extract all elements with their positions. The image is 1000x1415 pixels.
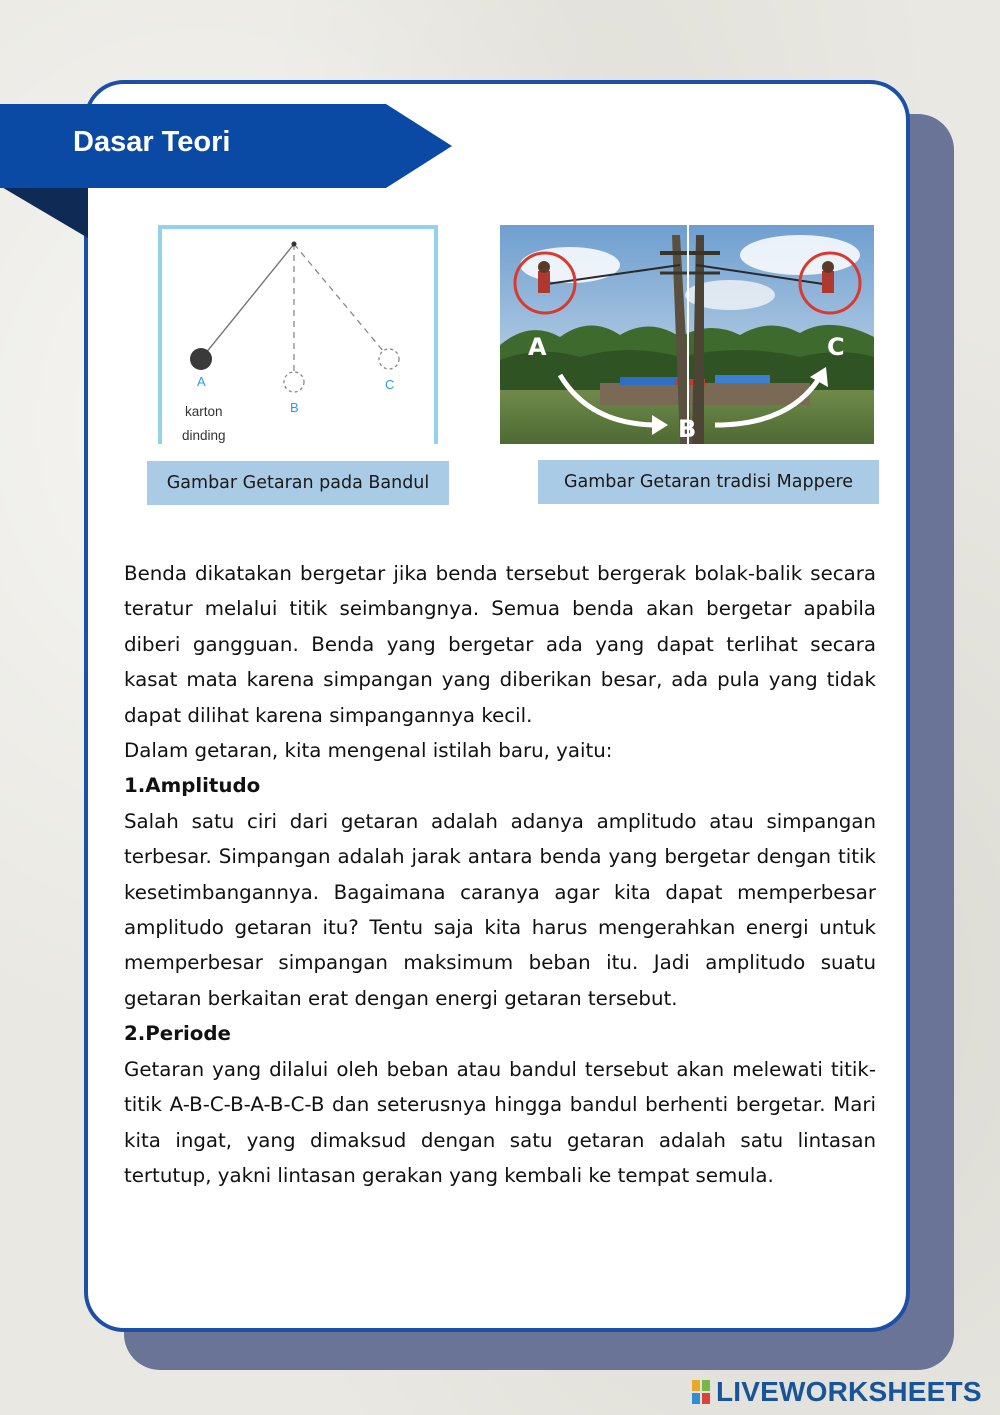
ribbon-fold (0, 186, 88, 238)
figure-caption-mappere: Gambar Getaran tradisi Mappere (538, 460, 879, 504)
figure-caption-pendulum: Gambar Getaran pada Bandul (147, 461, 449, 505)
label-c: C (385, 377, 395, 392)
rider-c (822, 271, 834, 293)
rider-c-head (822, 261, 834, 273)
pendulum-diagram (158, 225, 438, 444)
photo-label-b: B (678, 415, 697, 443)
label-karton: karton (185, 404, 223, 419)
bob-position-c (379, 349, 399, 369)
section-heading-amplitudo: 1.Amplitudo (124, 774, 261, 798)
liveworksheets-brand[interactable] (692, 1374, 982, 1410)
tent (620, 377, 680, 385)
photo-label-c: C (827, 333, 845, 361)
liveworksheets-logo-icon (692, 1380, 712, 1404)
lead-sentence: Dalam getaran, kita mengenal istilah baru, yaitu: (124, 739, 613, 763)
label-a: A (197, 374, 206, 389)
label-b: B (290, 400, 299, 415)
mappere-figure (500, 225, 874, 444)
intro-paragraph: Benda dikatakan bergetar jika benda tersebut bergerak bolak-balik secara teratur melalui titik seimbangnya. Semua benda akan bergetar apabila diberi gangguan. Benda yang bergetar ada yang dapat terlihat secara kasat mata karena simpangan yang diberikan besar, ada pula yang tidak dapat dilihat karena simpangannya kecil. (124, 562, 876, 727)
bob-position-a (190, 348, 212, 370)
photo-label-a: A (528, 333, 547, 361)
crowd (600, 383, 810, 405)
section-text-amplitudo: Salah satu ciri dari getaran adalah adanya amplitudo atau simpangan terbesar. Simpangan adalah jarak antara benda yang bergetar dengan titik kesetimbangannya. Bagaimana caranya agar kita dapat memperbesar amplitudo getaran itu? Tentu saja kita harus mengerahkan energi untuk memperbesar simpangan maksimum beban itu. Jadi amplitudo suatu getaran berkaitan erat dengan energi getaran tersebut. (124, 809, 876, 1010)
label-dinding: dinding (182, 428, 226, 443)
rider-a (538, 271, 550, 293)
pendulum-figure (158, 225, 438, 444)
tent (715, 375, 770, 383)
section-heading-periode: 2.Periode (124, 1022, 231, 1046)
theory-text (124, 556, 876, 1193)
rider-a-head (538, 261, 550, 273)
mappere-photo (500, 225, 874, 444)
brand-name: LIVEWORKSHEETS (716, 1376, 982, 1407)
bob-position-b (284, 372, 304, 392)
pivot-point (292, 242, 297, 247)
section-title: Dasar Teori (73, 126, 231, 158)
section-text-periode: Getaran yang dilalui oleh beban atau bandul tersebut akan melewati titik-titik A-B-C-B-A-B-C-B dan seterusnya hingga bandul berhenti bergetar. Mari kita ingat, yang dimaksud dengan satu getaran adalah satu lintasan tertutup, yakni lintasan gerakan yang kembali ke tempat semula. (124, 1057, 876, 1187)
